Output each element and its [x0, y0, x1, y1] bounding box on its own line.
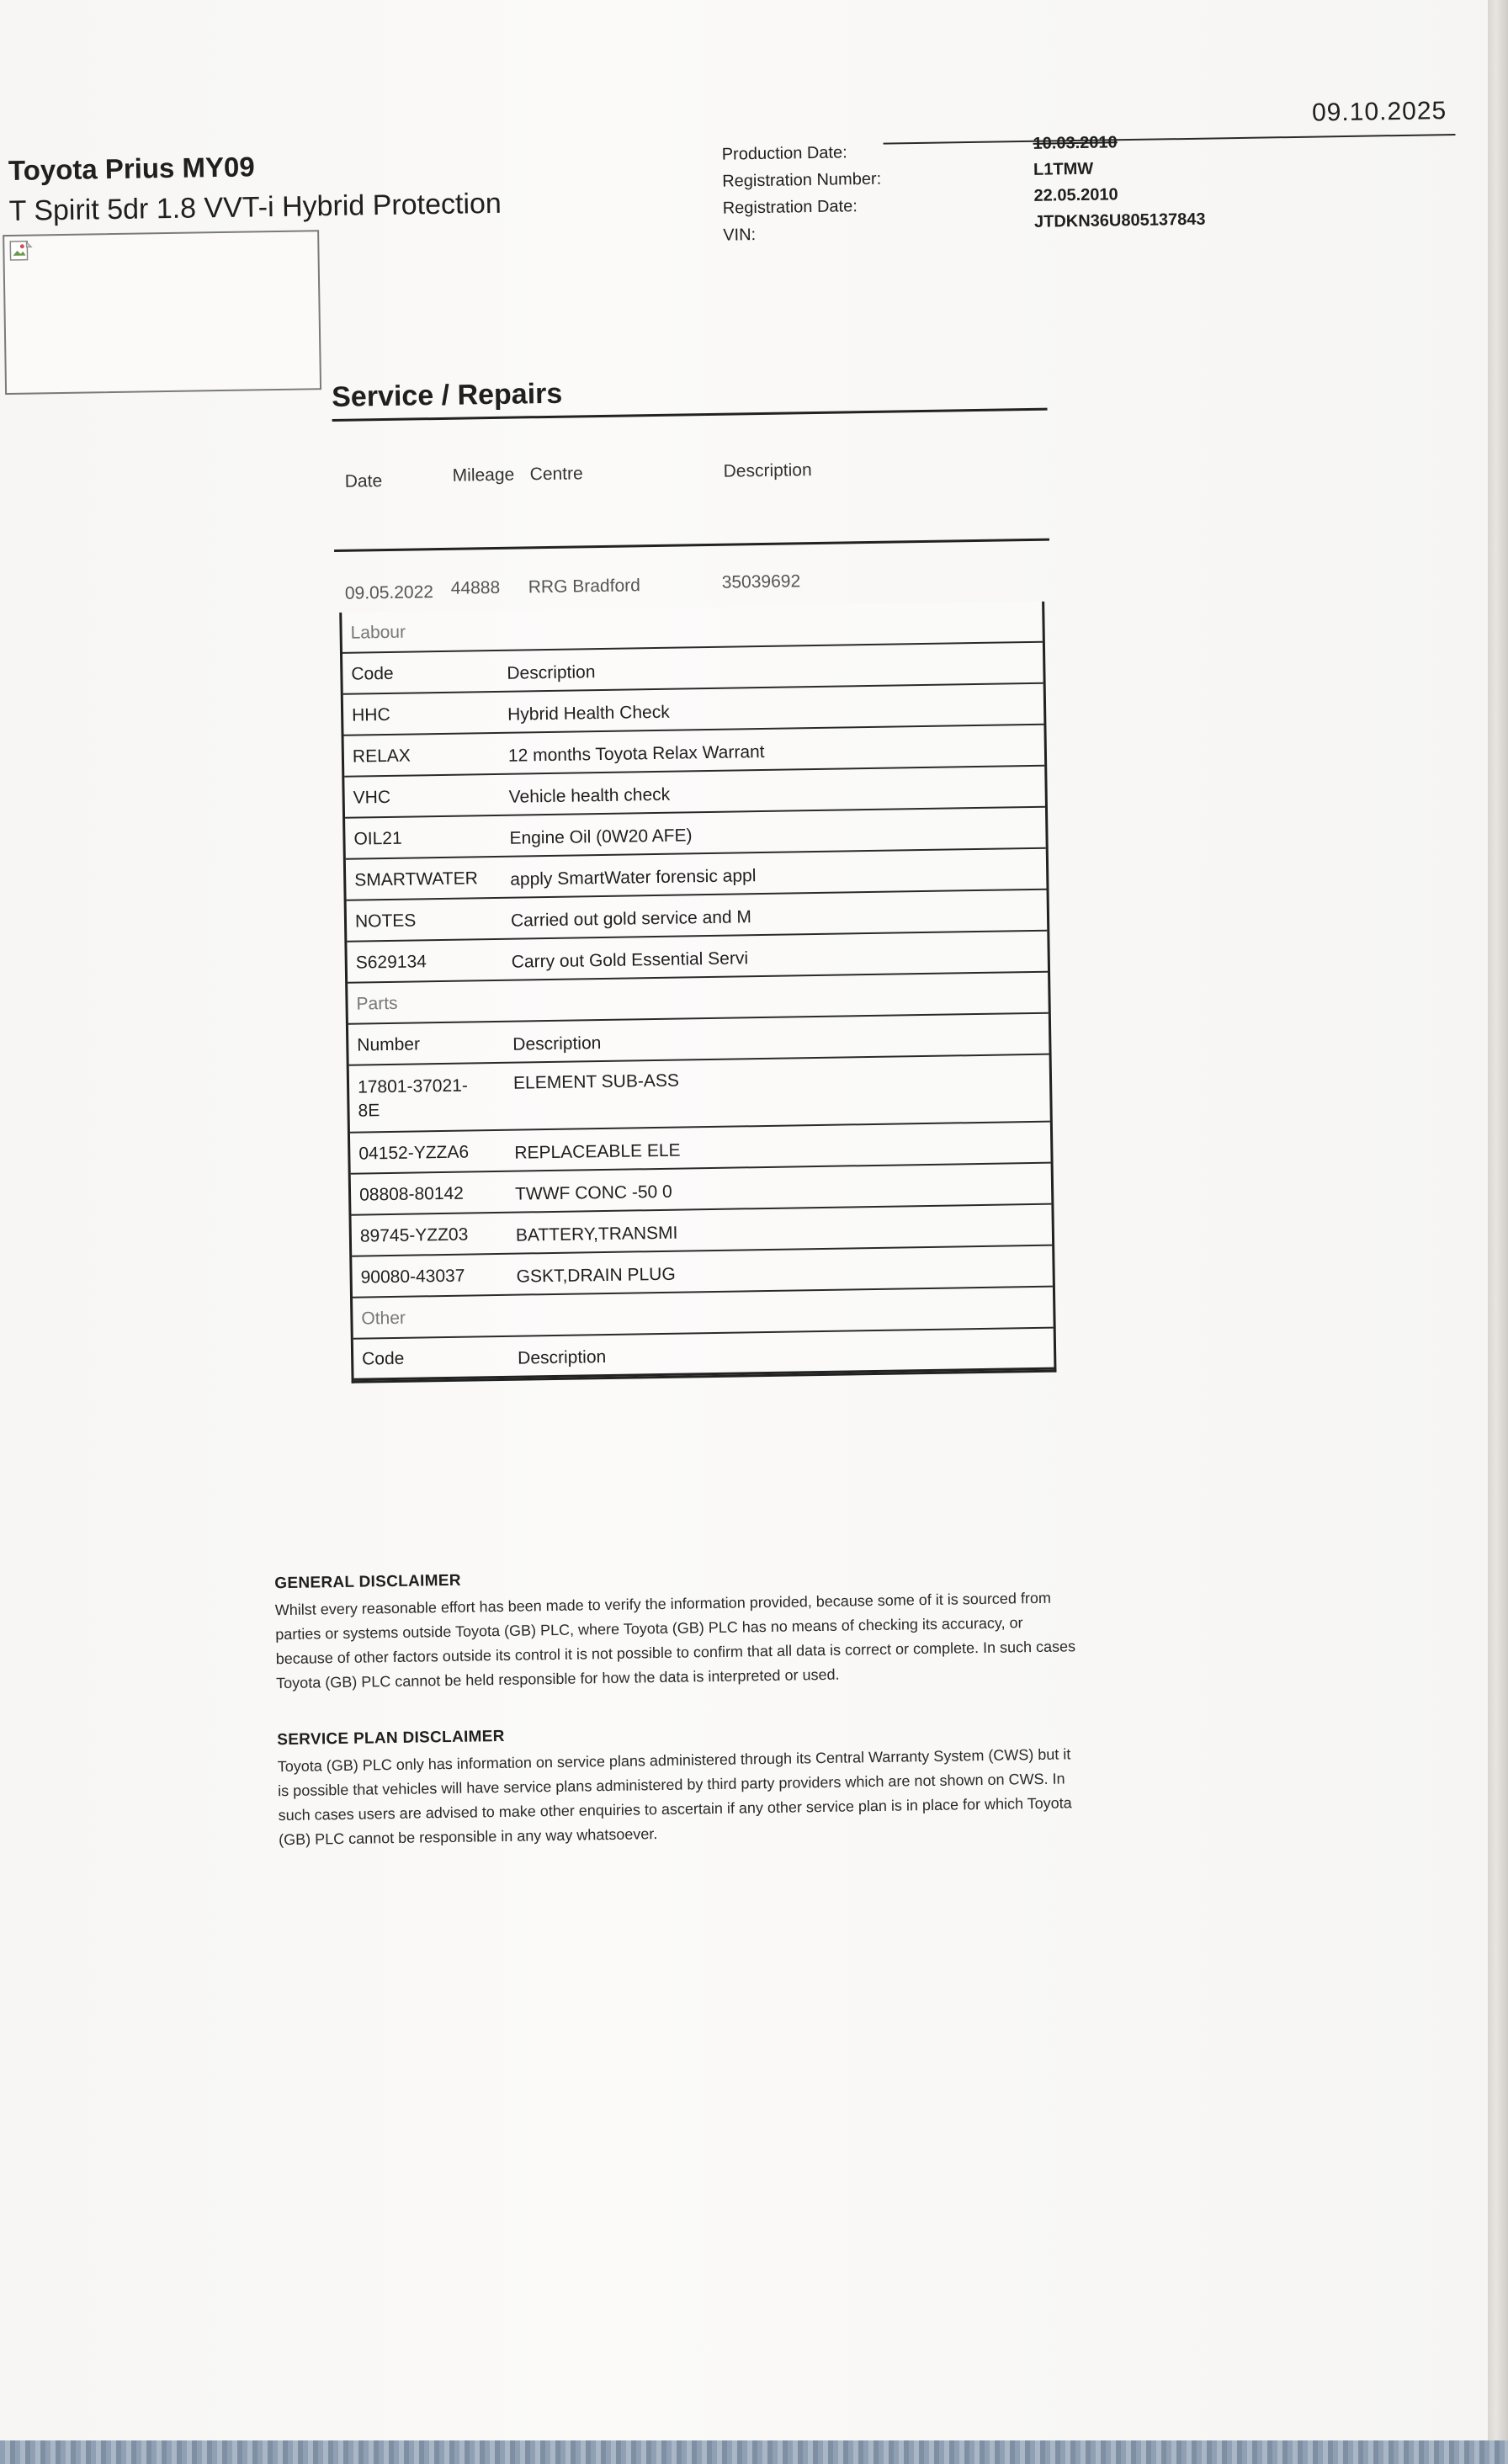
broken-image-icon — [9, 241, 33, 263]
print-date: 09.10.2025 — [1311, 97, 1447, 127]
background-surface — [0, 2440, 1508, 2464]
labour-title: Labour — [350, 622, 406, 643]
general-disclaimer-text: Whilst every reasonable effort has been made to verify the information provided, because some of it is sourced from parties or systems outside Toyota (GB) PLC, where Toyota (GB) PLC has no means of checking its accuracy, or because of other factors outside its control it is not possible to confirm that all data is correct or complete. In such cases Toyota (GB) PLC cannot be held responsible for how the data is interpreted or used. — [274, 1589, 1076, 1692]
parts-description-header: Description — [512, 1033, 602, 1054]
column-header-centre: Centre — [529, 464, 583, 485]
labour-code: SMARTWATER — [354, 868, 479, 890]
labour-code: OIL21 — [353, 828, 402, 849]
record-description: 35039692 — [721, 571, 801, 592]
registration-date-label: Registration Date: — [722, 197, 858, 218]
production-date-value: 10.03.2010 — [1033, 133, 1118, 153]
parts-number-header: Number — [357, 1034, 421, 1055]
service-plan-disclaimer-title: SERVICE PLAN DISCLAIMER — [277, 1727, 505, 1750]
labour-description-header: Description — [507, 662, 596, 683]
labour-code: NOTES — [354, 911, 417, 932]
registration-number-value: L1TMW — [1033, 159, 1094, 179]
labour-code-header: Code — [351, 663, 394, 684]
other-description-header: Description — [517, 1346, 607, 1368]
column-header-mileage: Mileage — [452, 465, 515, 486]
labour-code: S629134 — [355, 951, 427, 973]
service-plan-disclaimer-text: Toyota (GB) PLC only has information on service plans administered through its Central Warranty System (CWS) but it is possible that vehicles will have service plans administered by third party providers which are not shown on CWS. In such cases users are advised to make other enquiries to ascertain if any other service plan is in place for which Toyota (GB) PLC cannot be responsible in any way whatsoever. — [277, 1745, 1072, 1849]
part-number: 89745-YZZ03 — [359, 1224, 469, 1246]
part-number: 90080-43037 — [360, 1266, 465, 1288]
labour-description: 12 months Toyota Relax Warrant — [507, 741, 765, 766]
vin-value: JTDKN36U805137843 — [1033, 210, 1206, 231]
labour-code: VHC — [353, 787, 391, 808]
record-centre: RRG Bradford — [528, 576, 640, 597]
part-description: BATTERY,TRANSMI — [515, 1223, 678, 1245]
part-description: REPLACEABLE ELE — [514, 1140, 681, 1163]
production-date-label: Production Date: — [721, 143, 847, 164]
vehicle-variant: T Spirit 5dr 1.8 VVT-i Hybrid Protection — [8, 187, 502, 227]
part-description: TWWF CONC -50 0 — [514, 1182, 672, 1204]
parts-title: Parts — [356, 993, 398, 1014]
part-number: 17801-37021- 8E — [357, 1075, 469, 1121]
header-strike-line — [884, 134, 1456, 145]
registration-date-value: 22.05.2010 — [1033, 185, 1118, 205]
part-description: ELEMENT SUB-ASS — [512, 1070, 680, 1093]
vehicle-image-placeholder — [3, 230, 321, 395]
part-description: GSKT,DRAIN PLUG — [516, 1264, 676, 1287]
part-number: 04152-YZZA6 — [358, 1142, 470, 1164]
part-number: 08808-80142 — [358, 1183, 465, 1205]
general-disclaimer-title: GENERAL DISCLAIMER — [274, 1571, 461, 1593]
labour-description: apply SmartWater forensic appl — [510, 866, 757, 889]
vin-label: VIN: — [723, 226, 757, 245]
labour-description: Carried out gold service and M — [510, 907, 752, 931]
labour-description: Engine Oil (0W20 AFE) — [509, 826, 693, 848]
service-detail-table — [339, 602, 1056, 1383]
section-title: Service / Repairs — [331, 377, 563, 413]
labour-code: RELAX — [352, 746, 411, 767]
other-code-header: Code — [361, 1348, 405, 1369]
labour-description: Hybrid Health Check — [507, 702, 670, 725]
vehicle-model: Toyota Prius MY09 — [8, 151, 255, 186]
labour-description: Vehicle health check — [508, 784, 671, 807]
registration-number-label: Registration Number: — [722, 169, 882, 191]
column-header-description: Description — [723, 460, 812, 481]
labour-description: Carry out Gold Essential Servi — [511, 948, 749, 972]
column-header-date: Date — [344, 471, 383, 491]
header-rule — [334, 539, 1049, 552]
record-date: 09.05.2022 — [344, 582, 434, 603]
other-title: Other — [361, 1308, 406, 1329]
parts-row — [349, 1055, 1050, 1134]
labour-code: HHC — [351, 704, 390, 725]
record-mileage: 44888 — [450, 577, 501, 598]
